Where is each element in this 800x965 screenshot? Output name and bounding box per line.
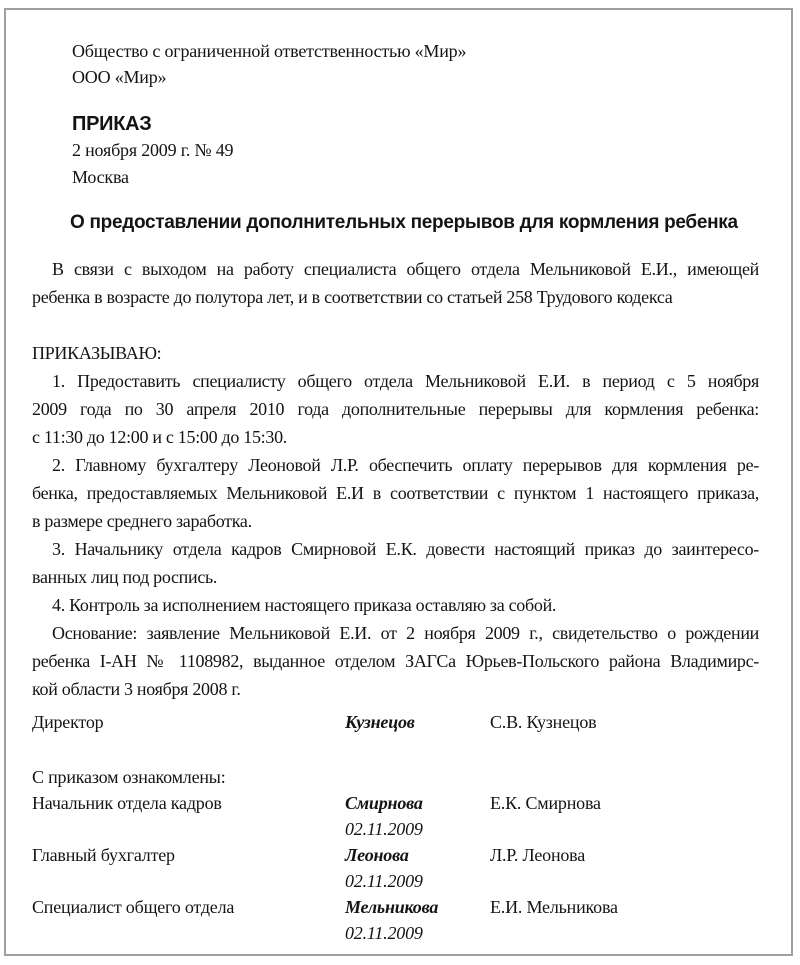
intro-line: ребенка в возрасте до полутора лет, и в соответствии со статьей 258 Трудового кодекса <box>32 287 673 307</box>
order-item-3-line: ванных лиц под роспись. <box>32 567 218 587</box>
order-item-2-line: бенка, предоставляемых Мельниковой Е.И в соответствии с пунктом 1 настоящего приказа, <box>32 483 759 503</box>
acknowledged-heading: С приказом ознакомлены: <box>32 767 226 787</box>
signature-date: 02.11.2009 <box>345 871 423 891</box>
basis-line: ребенка I-АН № 1108982, выданное отделом ЗАГСа Юрьев-Польского района Владимирс- <box>32 651 759 671</box>
org-name-short: ООО «Мир» <box>72 67 167 87</box>
position-label: Директор <box>32 712 104 732</box>
document-content <box>6 10 791 946</box>
order-item-4-line: 4. Контроль за исполнением настоящего приказа оставляю за собой. <box>52 595 557 615</box>
signee-name: С.В. Кузнецов <box>490 712 597 732</box>
order-item-2-line: 2. Главному бухгалтеру Леоновой Л.Р. обеспечить оплату перерывов для кормления ре- <box>52 455 759 475</box>
handwritten-signature: Смирнова <box>345 793 423 813</box>
intro-line: В связи с выходом на работу специалиста общего отдела Мельниковой Е.И., имеющей <box>52 259 759 279</box>
position-label: Специалист общего отдела <box>32 897 235 917</box>
order-item-3-line: 3. Начальнику отдела кадров Смирновой Е.К. довести настоящий приказ до заинтересо- <box>52 539 759 559</box>
signature-date: 02.11.2009 <box>345 923 423 943</box>
basis-line: кой области 3 ноября 2008 г. <box>32 679 241 699</box>
signee-name: Е.К. Смирнова <box>490 793 601 813</box>
org-name-full: Общество с ограниченной ответственностью «Мир» <box>72 41 467 61</box>
signee-name: Е.И. Мельникова <box>490 897 618 917</box>
position-label: Начальник отдела кадров <box>32 793 222 813</box>
doc-type-heading: ПРИКАЗ <box>72 113 152 135</box>
position-label: Главный бухгалтер <box>32 845 175 865</box>
order-item-1-line: 1. Предоставить специалисту общего отдела Мельниковой Е.И. в период с 5 ноября <box>52 371 759 391</box>
basis-line: Основание: заявление Мельниковой Е.И. от 2 ноября 2009 г., свидетельство о рождении <box>52 623 759 643</box>
acknowledged-row <box>32 894 763 946</box>
handwritten-signature: Мельникова <box>345 897 439 917</box>
acknowledged-row <box>32 842 763 894</box>
order-item-1-line: 2009 года по 30 апреля 2010 года дополнительные перерывы для кормления ребенка: <box>32 399 759 419</box>
acknowledged-row <box>32 790 763 842</box>
doc-date-number: 2 ноября 2009 г. № 49 <box>72 140 234 160</box>
decree-word: ПРИКАЗЫВАЮ: <box>32 343 162 363</box>
document-page <box>4 8 793 956</box>
order-item-1-line: с 11:30 до 12:00 и с 15:00 до 15:30. <box>32 427 287 447</box>
signature-section <box>32 709 763 946</box>
order-item-2-line: в размере среднего заработка. <box>32 511 252 531</box>
doc-city: Москва <box>72 167 129 187</box>
letterhead <box>72 38 763 90</box>
doc-subject: О предоставлении дополнительных перерывов для кормления ребенка <box>70 212 738 233</box>
signee-name: Л.Р. Леонова <box>490 845 586 865</box>
handwritten-signature: Кузнецов <box>345 712 415 732</box>
signature-date: 02.11.2009 <box>345 819 423 839</box>
handwritten-signature: Леонова <box>345 845 409 865</box>
order-body <box>32 255 759 703</box>
signature-row-director <box>32 709 763 735</box>
